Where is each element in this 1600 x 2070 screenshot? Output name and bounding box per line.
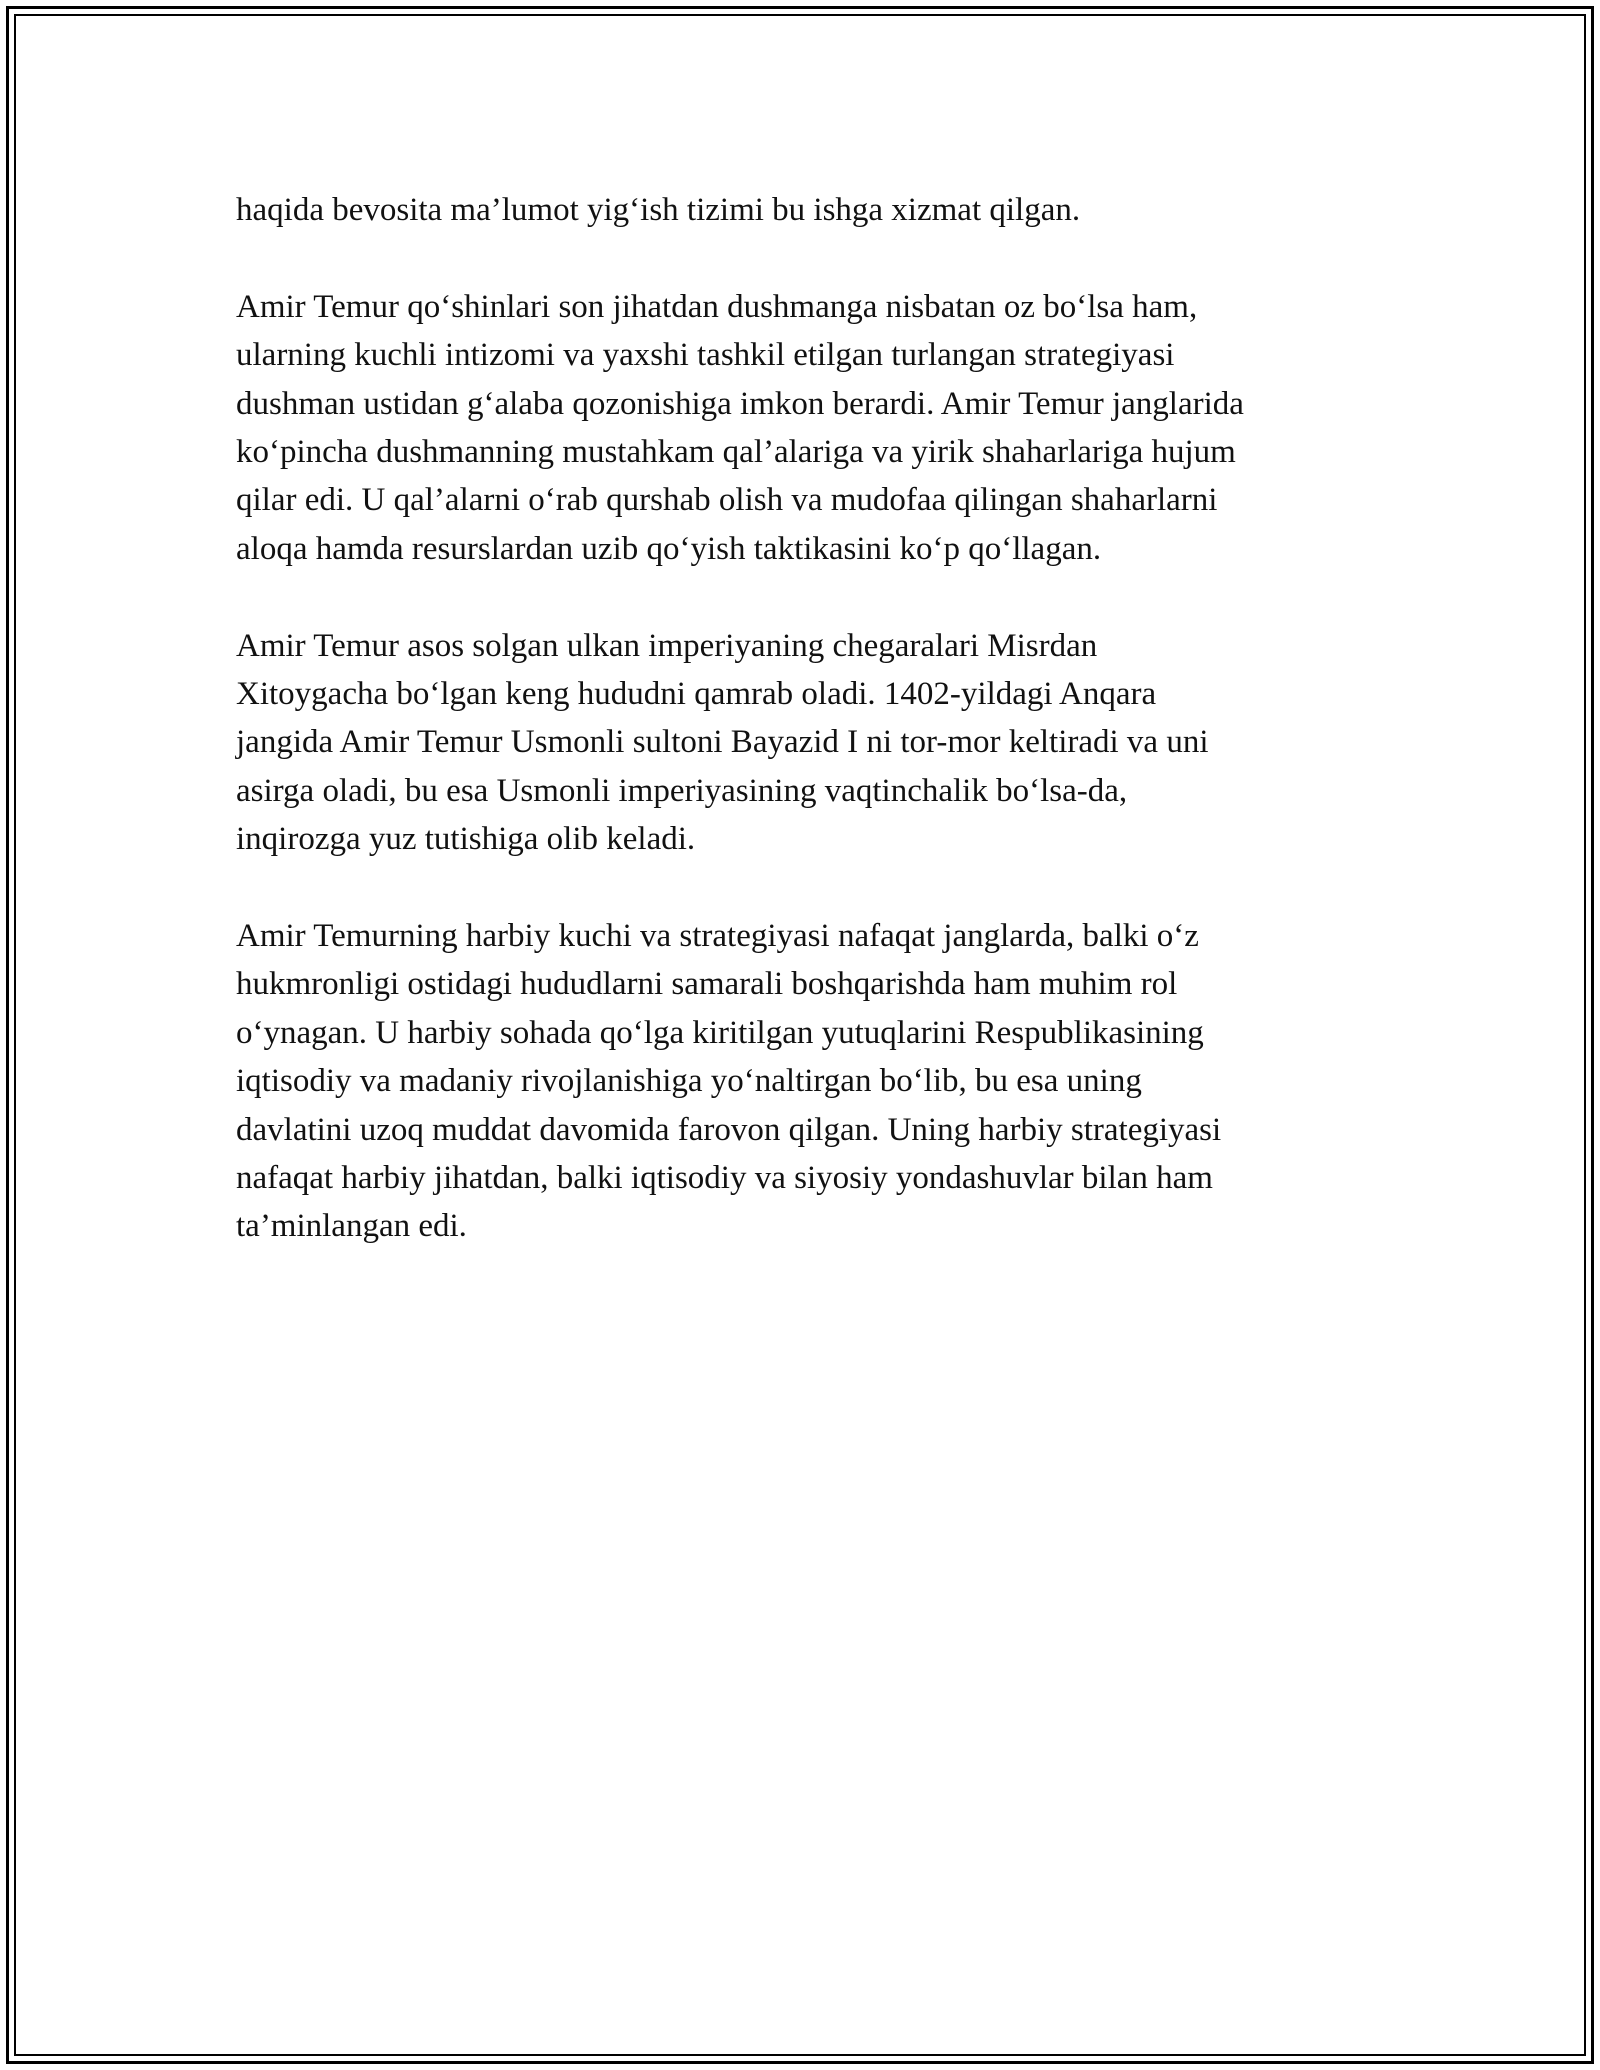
text-line: qilar edi. U qal’alarni o‘rab qurshab olish va mudofaa qilingan shaharlarni xyxy=(236,482,1218,519)
text-line: Amir Temur asos solgan ulkan imperiyaning chegaralari Misrdan xyxy=(236,627,1098,664)
text-line: ularning kuchli intizomi va yaxshi tashkil etilgan turlangan strategiyasi xyxy=(236,337,1175,374)
text-line: jangida Amir Temur Usmonli sultoni Bayazid I ni tor-mor keltiradi va uni xyxy=(236,724,1209,761)
text-line: nafaqat harbiy jihatdan, balki iqtisodiy va siyosiy yondashuvlar bilan ham xyxy=(236,1160,1213,1197)
text-line: asirga oladi, bu esa Usmonli imperiyasining vaqtinchalik bo‘lsa-da, xyxy=(236,772,1128,809)
text-line: inqirozga yuz tutishiga olib keladi. xyxy=(236,821,696,858)
text-line: haqida bevosita ma’lumot yig‘ish tizimi bu ishga xizmat qilgan. xyxy=(236,192,1081,228)
text-line: aloqa hamda resurslardan uzib qo‘yish taktikasini ko‘p qo‘llagan. xyxy=(236,530,1102,567)
text-line: ko‘pincha dushmanning mustahkam qal’alariga va yirik shaharlariga hujum xyxy=(236,434,1236,471)
text-line: Xitoygacha bo‘lgan keng hududni qamrab oladi. 1402-yildagi Anqara xyxy=(236,676,1157,713)
text-line: davlatini uzoq muddat davomida farovon qilgan. Uning harbiy strategiyasi xyxy=(236,1111,1222,1148)
paragraph-1 xyxy=(236,186,1416,234)
text-line: iqtisodiy va madaniy rivojlanishiga yo‘naltirgan bo‘lib, bu esa uning xyxy=(236,1063,1142,1100)
text-line: dushman ustidan g‘alaba qozonishiga imkon berardi. Amir Temur janglarida xyxy=(236,385,1244,422)
text-line: ta’minlangan edi. xyxy=(236,1208,467,1245)
paragraph-4 xyxy=(236,912,1416,1251)
text-line: Amir Temur qo‘shinlari son jihatdan dushmanga nisbatan oz bo‘lsa ham, xyxy=(236,288,1198,325)
document-body xyxy=(236,186,1416,1299)
text-line: Amir Temurning harbiy kuchi va strategiyasi nafaqat janglarda, balki o‘z xyxy=(236,918,1199,955)
paragraph-2 xyxy=(236,283,1416,573)
text-line: hukmronligi ostidagi hududlarni samarali boshqarishda ham muhim rol xyxy=(236,966,1178,1003)
paragraph-3 xyxy=(236,622,1416,864)
text-line: o‘ynagan. U harbiy sohada qo‘lga kiritilgan yutuqlarini Respublikasining xyxy=(236,1014,1204,1051)
